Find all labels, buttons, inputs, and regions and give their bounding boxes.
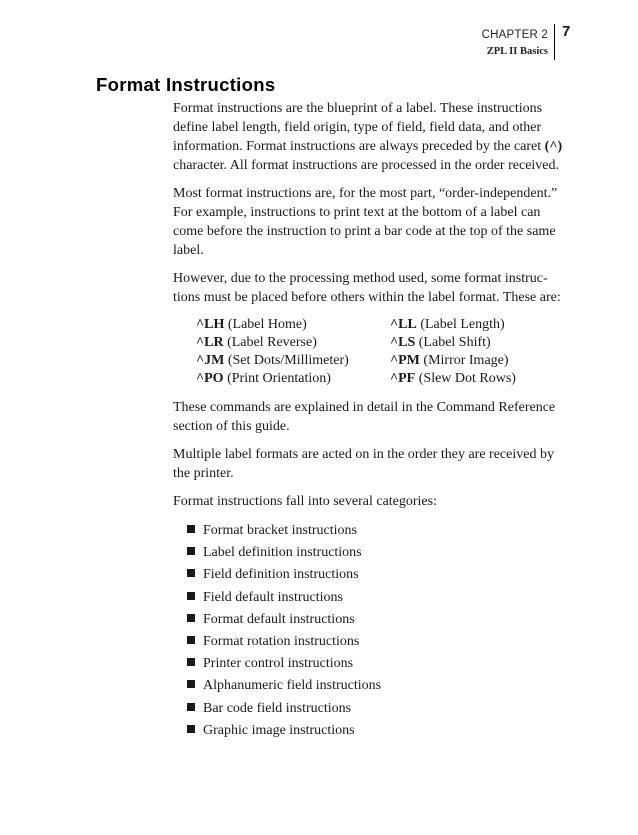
- command-desc: (Label Home): [227, 317, 307, 332]
- square-bullet-icon: [187, 725, 195, 733]
- paragraph-order-independent: [173, 184, 583, 260]
- command-desc: (Print Orientation): [227, 371, 331, 386]
- text-line: define label length, field origin, type of field, field data, and other: [173, 120, 542, 135]
- square-bullet-icon: [187, 525, 195, 533]
- square-bullet-icon: [187, 680, 195, 688]
- list-item-label: Printer control instructions: [203, 656, 354, 672]
- square-bullet-icon: [187, 592, 195, 600]
- command-code: ^PM: [390, 353, 420, 368]
- list-item: [187, 520, 583, 542]
- paragraph-categories-intro: Format instructions fall into several categories:: [173, 494, 437, 509]
- section-label: ZPL II Basics: [486, 46, 548, 57]
- chapter-label: CHAPTER 2: [481, 29, 548, 41]
- page-number: 7: [562, 23, 571, 40]
- command-desc: (Slew Dot Rows): [418, 371, 516, 386]
- list-item-label: Label definition instructions: [203, 545, 362, 561]
- square-bullet-icon: [187, 569, 195, 577]
- command-desc: (Label Length): [420, 317, 505, 332]
- square-bullet-icon: [187, 547, 195, 555]
- text-line: the printer.: [173, 466, 234, 481]
- paragraph-intro: [173, 99, 583, 175]
- command-item: [390, 316, 580, 334]
- list-item: [187, 675, 583, 697]
- command-code: ^LR: [196, 335, 224, 350]
- command-code: ^LL: [390, 317, 417, 332]
- text-line: These commands are explained in detail in the Command Reference: [173, 400, 556, 415]
- text-line: Format instructions are the blueprint of a label. These instructions: [173, 101, 543, 116]
- command-desc: (Set Dots/Millimeter): [227, 353, 349, 368]
- list-item: [187, 542, 583, 564]
- section-title: Format Instructions: [96, 74, 276, 95]
- list-item: [187, 720, 583, 742]
- list-item: [187, 653, 583, 675]
- list-item: [187, 564, 583, 586]
- list-item: [187, 631, 583, 653]
- text-line: Multiple label formats are acted on in the order they are received by: [173, 447, 554, 462]
- list-item-label: Format bracket instructions: [203, 523, 357, 538]
- paragraph-multiple-formats: [173, 445, 583, 483]
- command-code: ^LS: [390, 335, 416, 350]
- command-code: ^LH: [196, 317, 225, 332]
- text-line: However, due to the processing method used, some format instruc-: [173, 271, 548, 286]
- square-bullet-icon: [187, 703, 195, 711]
- list-item-label: Alphanumeric field instructions: [203, 678, 382, 694]
- text-line: label.: [173, 243, 204, 258]
- command-list: [196, 316, 583, 388]
- category-list: [187, 520, 583, 742]
- running-header: [482, 28, 548, 60]
- command-item: [196, 316, 390, 334]
- list-item: [187, 609, 583, 631]
- caret-symbol: (^): [544, 139, 563, 154]
- list-item-label: Graphic image instructions: [203, 722, 355, 738]
- command-item: [390, 352, 580, 370]
- list-item-label: Bar code field instructions: [203, 700, 352, 716]
- list-item-label: Format default instructions: [203, 611, 355, 627]
- command-code: ^JM: [196, 353, 225, 368]
- text-line: Most format instructions are, for the most part, “order-independent.”: [173, 186, 558, 201]
- list-item-label: Field default instructions: [203, 589, 343, 605]
- command-item: [390, 370, 580, 388]
- list-item: [187, 698, 583, 720]
- header-divider: [554, 24, 555, 60]
- command-item: [196, 370, 390, 388]
- command-item: [390, 334, 580, 352]
- command-code: ^PO: [196, 371, 224, 386]
- list-item: [187, 587, 583, 609]
- paragraph-processing-order: [173, 269, 583, 307]
- list-item-label: Format rotation instructions: [203, 634, 360, 650]
- text-line: section of this guide.: [173, 419, 290, 434]
- square-bullet-icon: [187, 614, 195, 622]
- command-item: [196, 334, 390, 352]
- command-desc: (Label Reverse): [227, 335, 317, 350]
- command-desc: (Label Shift): [418, 335, 491, 350]
- body-text: [173, 99, 583, 742]
- text-line: come before the instruction to print a bar code at the top of the same: [173, 224, 556, 239]
- text-line: tions must be placed before others within the label format. These are:: [173, 290, 561, 305]
- text-line: For example, instructions to print text at the bottom of a label can: [173, 205, 541, 220]
- command-desc: (Mirror Image): [423, 353, 509, 368]
- command-item: [196, 352, 390, 370]
- square-bullet-icon: [187, 658, 195, 666]
- command-code: ^PF: [390, 371, 416, 386]
- paragraph-command-reference: [173, 398, 583, 436]
- text-line: character. All format instructions are processed in the order received.: [173, 158, 560, 173]
- text-line: information. Format instructions are always preceded by the caret: [173, 139, 545, 154]
- list-item-label: Field definition instructions: [203, 567, 359, 583]
- square-bullet-icon: [187, 636, 195, 644]
